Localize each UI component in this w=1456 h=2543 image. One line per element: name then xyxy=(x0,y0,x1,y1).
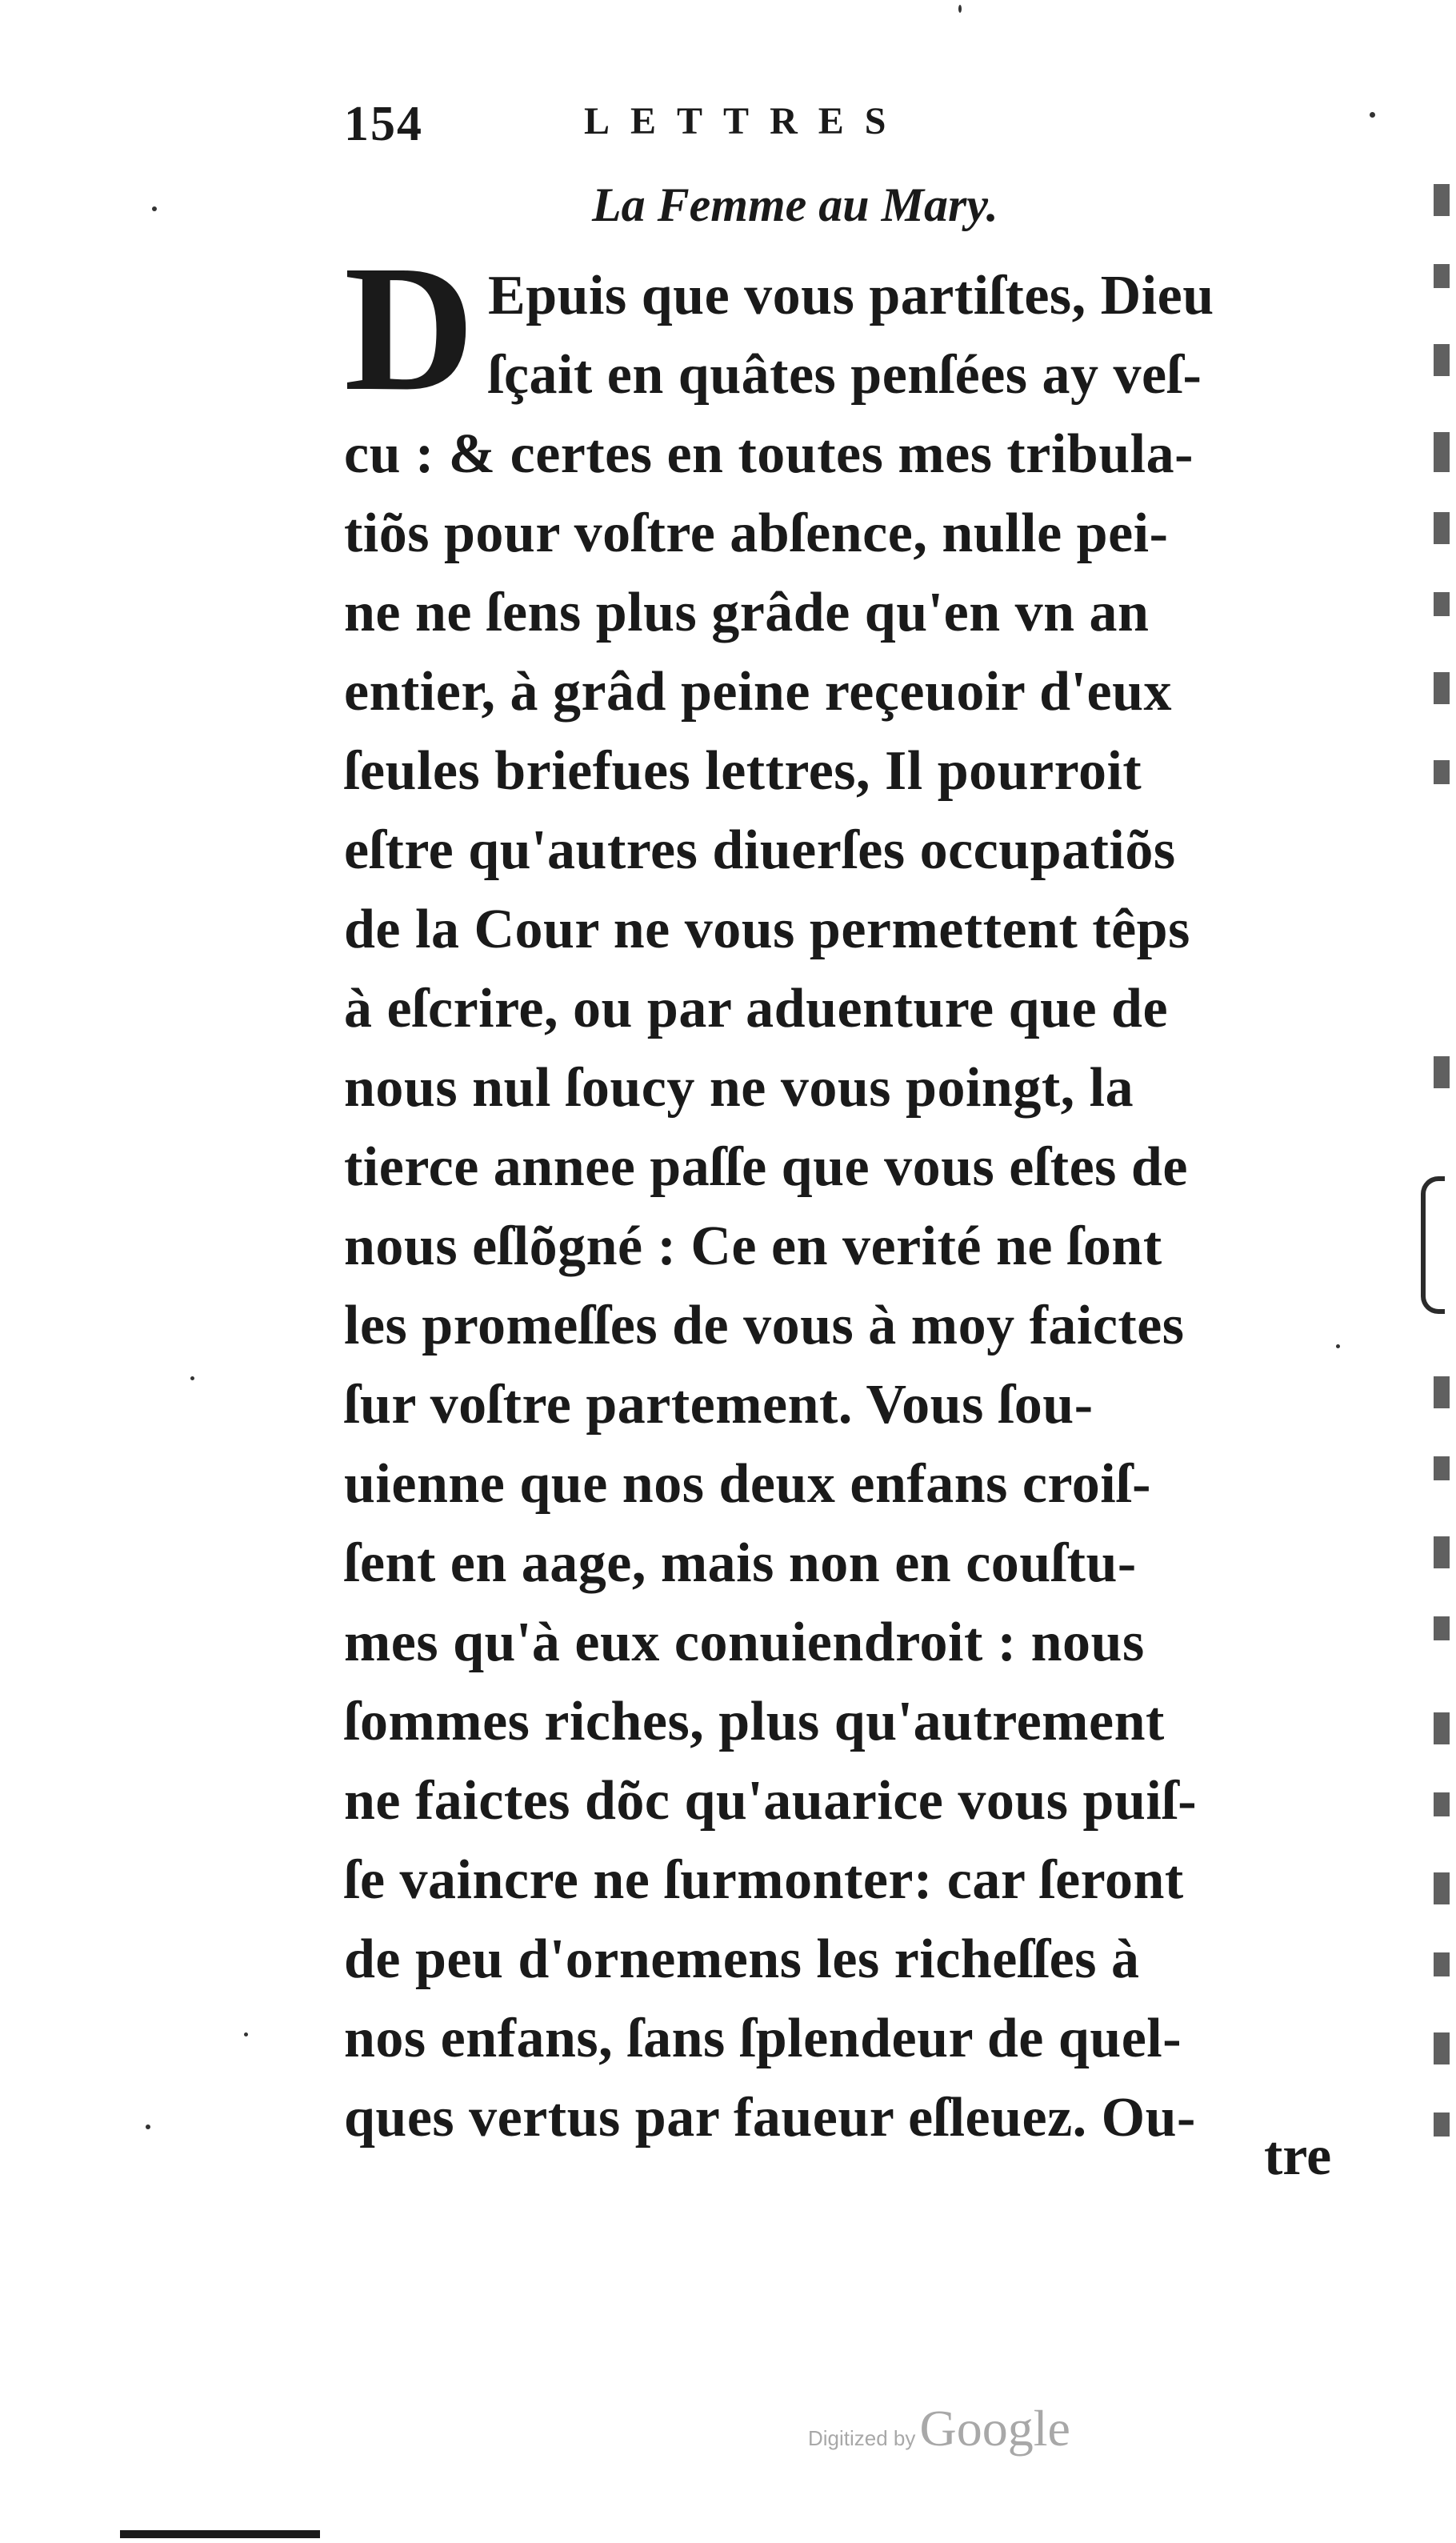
text-line: ſommes riches, plus qu'autrement xyxy=(344,1691,1165,1752)
text-line: nous eſlõgné : Ce en verité ne ſont xyxy=(344,1215,1162,1277)
bleed-mark xyxy=(1434,1376,1450,1408)
bleed-mark xyxy=(1434,592,1450,616)
text-line: Epuis que vous partiſtes, Dieu xyxy=(488,265,1214,326)
dropcap-initial: D xyxy=(344,228,475,428)
bleed-mark xyxy=(1434,1792,1450,1816)
bleed-mark xyxy=(1434,1456,1450,1480)
bleed-mark xyxy=(1434,1872,1450,1904)
letter-heading: La Femme au Mary. xyxy=(592,178,998,231)
bleed-mark xyxy=(1434,184,1450,216)
text-line: ne faictes dõc qu'auarice vous puiſ- xyxy=(344,1770,1198,1832)
bleed-mark xyxy=(1434,432,1450,472)
text-line: nos enfans, ſans ſplendeur de quel- xyxy=(344,2008,1182,2069)
text-line: ſeules briefues lettres, Il pourroit xyxy=(344,740,1142,802)
watermark-prefix: Digitized by xyxy=(808,2426,916,2450)
ink-speck xyxy=(146,2125,150,2129)
margin-bracket xyxy=(1421,1176,1445,1314)
text-line: entier, à grâd peine reçeuoir d'eux xyxy=(344,661,1172,723)
ink-speck xyxy=(244,2032,248,2036)
text-line: ques vertus par faueur eſleuez. Ou- xyxy=(344,2087,1196,2149)
ink-speck xyxy=(152,206,157,211)
bleed-mark xyxy=(1434,672,1450,704)
page-number: 154 xyxy=(344,97,423,151)
text-line: uienne que nos deux enfans croiſ- xyxy=(344,1453,1151,1515)
bleed-mark xyxy=(1434,1712,1450,1744)
bleed-mark xyxy=(1434,1952,1450,1976)
bleed-mark xyxy=(1434,2032,1450,2064)
text-line: ſent en aage, mais non en couſtu- xyxy=(344,1532,1137,1594)
text-line: les promeſſes de vous à moy faictes xyxy=(344,1295,1185,1356)
text-line: ne ne ſens plus grâde qu'en vn an xyxy=(344,582,1150,643)
bleed-mark xyxy=(1434,1536,1450,1568)
text-line: de peu d'ornemens les richeſſes à xyxy=(344,1928,1140,1990)
ink-speck xyxy=(958,5,962,13)
text-line: à eſcrire, ou par aduenture que de xyxy=(344,978,1169,1039)
text-line: tierce annee paſſe que vous eſtes de xyxy=(344,1136,1188,1198)
running-head: LETTRES xyxy=(584,100,907,142)
body-text xyxy=(344,228,1360,2157)
text-line: mes qu'à eux conuiendroit : nous xyxy=(344,1612,1145,1673)
bleed-mark xyxy=(1434,512,1450,544)
bleed-mark xyxy=(1434,344,1450,376)
text-line: ſe vaincre ne ſurmonter: car ſeront xyxy=(344,1849,1184,1911)
text-line: tiõs pour voſtre abſence, nulle pei- xyxy=(344,503,1169,564)
bleed-mark xyxy=(1434,760,1450,784)
catchword: tre xyxy=(1264,2125,1332,2187)
bleed-mark xyxy=(1434,264,1450,288)
ink-speck xyxy=(1370,112,1375,118)
page-header xyxy=(344,96,1144,168)
text-line: nous nul ſoucy ne vous poingt, la xyxy=(344,1057,1134,1119)
text-line: ſur voſtre partement. Vous ſou- xyxy=(344,1374,1094,1436)
ink-speck xyxy=(190,1376,194,1380)
text-line: de la Cour ne vous permettent têps xyxy=(344,899,1190,960)
ink-speck xyxy=(1336,1344,1340,1348)
bleed-mark xyxy=(1434,2112,1450,2137)
bleed-mark xyxy=(1434,1056,1450,1088)
bleed-mark xyxy=(1434,1616,1450,1640)
text-line: eſtre qu'autres diuerſes occupatiõs xyxy=(344,819,1176,881)
bottom-rule xyxy=(120,2530,320,2538)
digitization-watermark xyxy=(808,2399,1070,2458)
watermark-brand: Google xyxy=(919,2400,1070,2457)
text-line: cu : & certes en toutes mes tribula- xyxy=(344,423,1194,485)
text-line: ſçait en quâtes penſées ay veſ- xyxy=(488,344,1202,406)
